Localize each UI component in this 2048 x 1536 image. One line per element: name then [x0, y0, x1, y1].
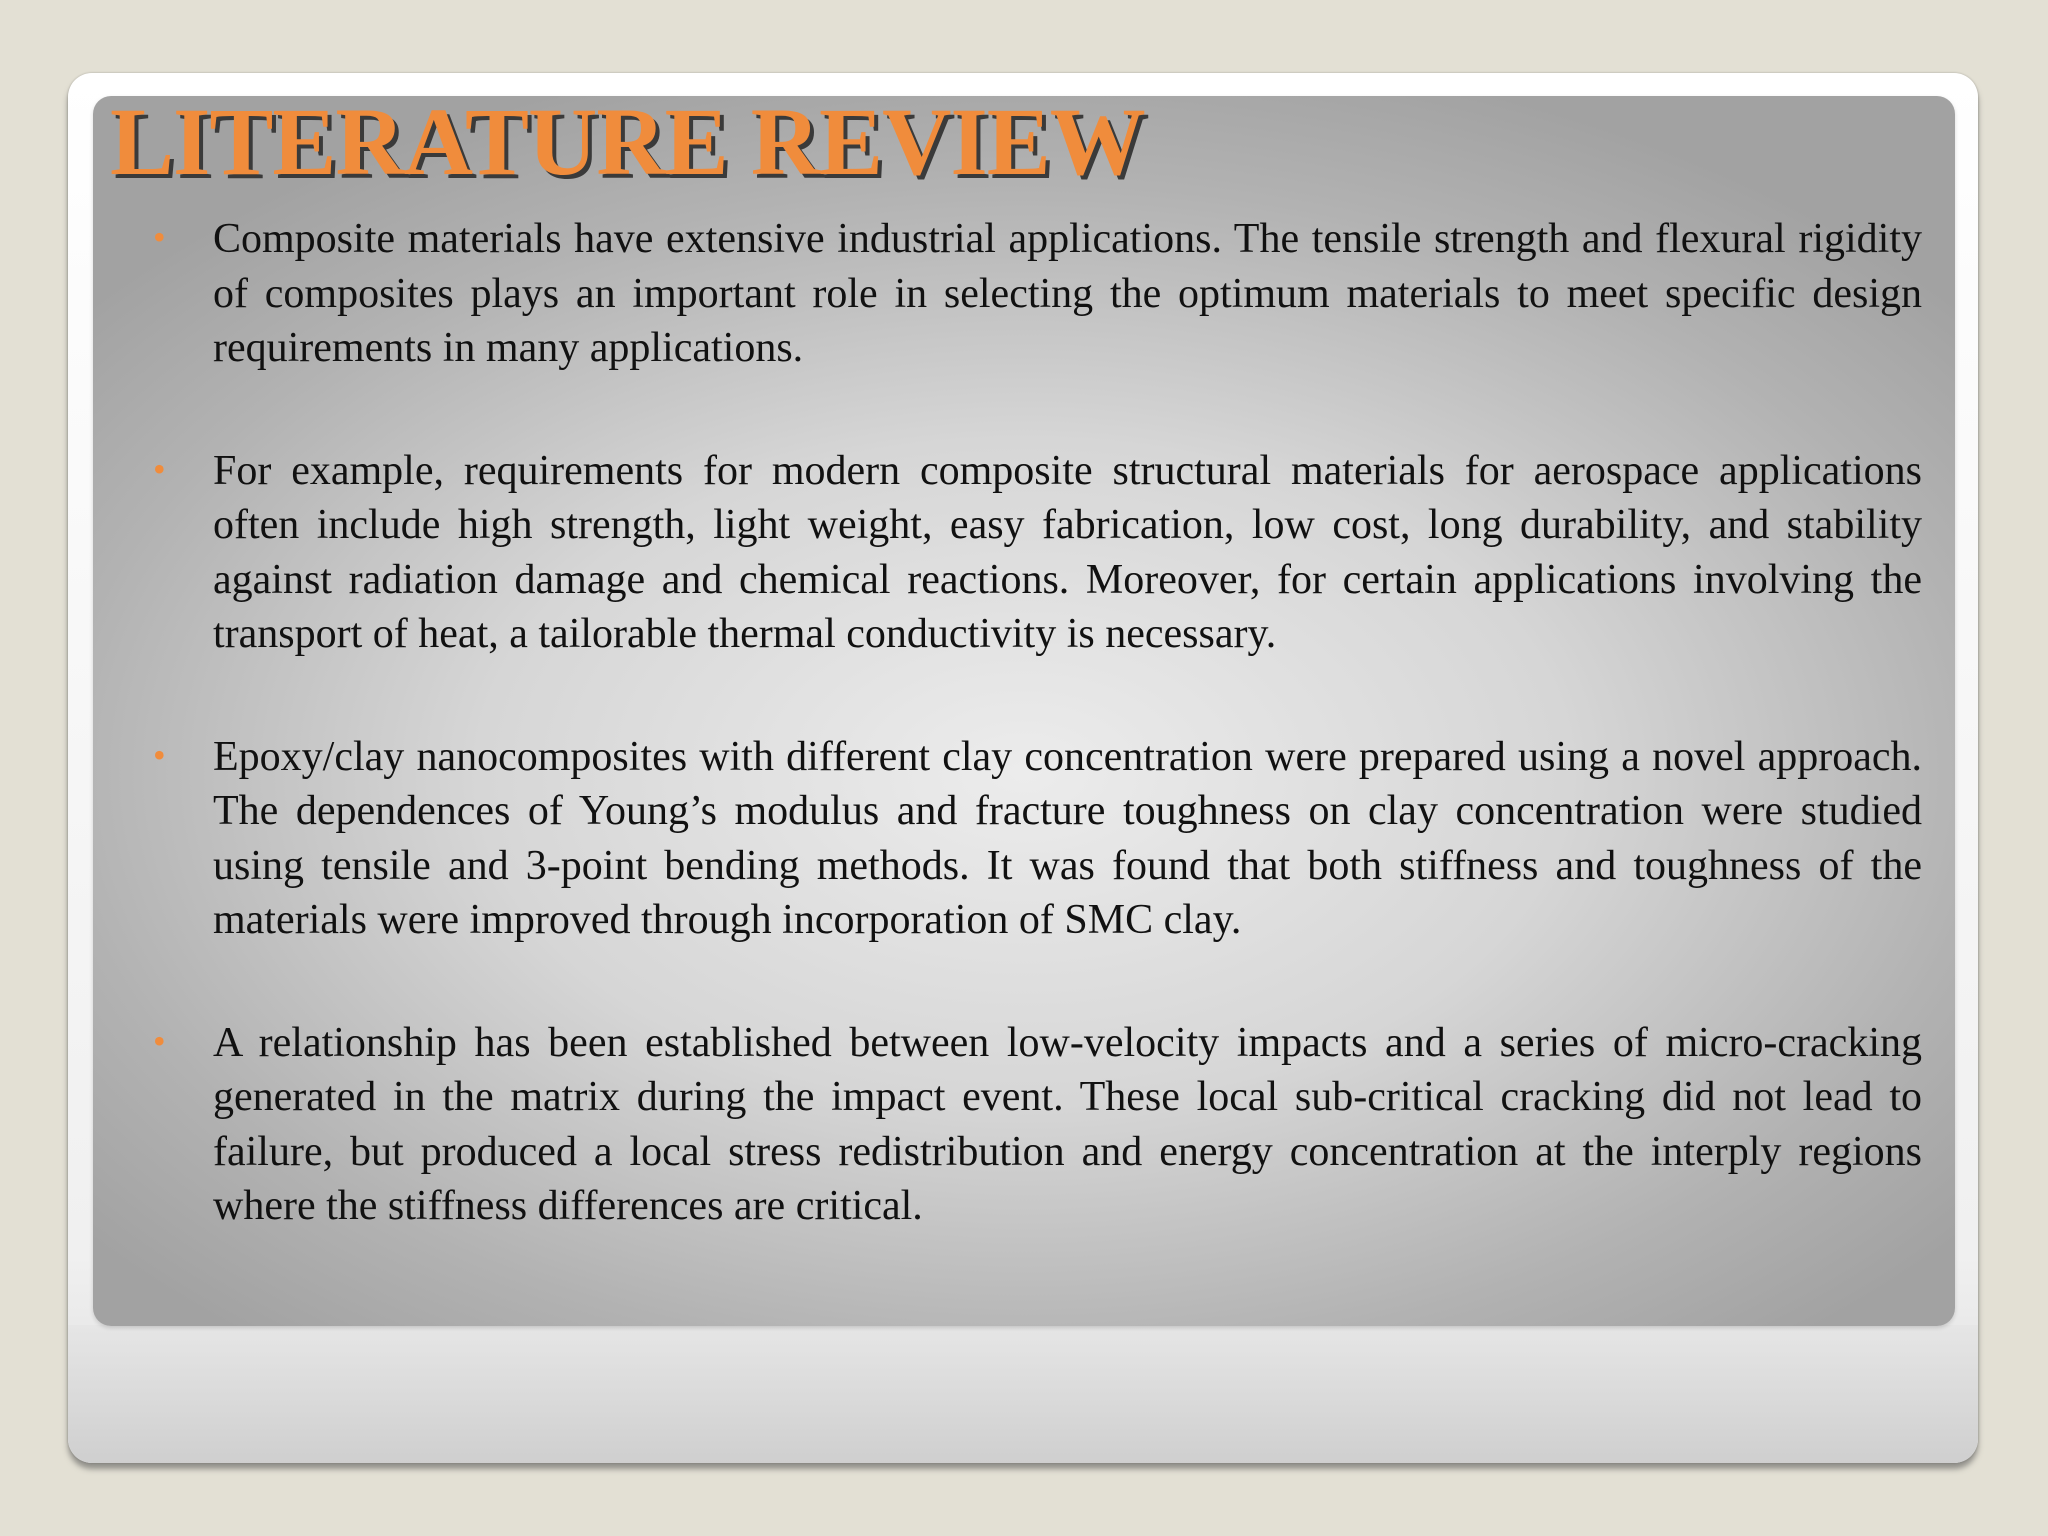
bullet-item [150, 444, 1922, 662]
bullet-text: Epoxy/clay nanocomposites with different clay concentration were prepared using a novel approach. The dependences of Young’s modulus and fracture toughness on clay concentration were studied using tensile and 3-point bending methods. It was found that both stiffness and toughness of the materials were improved through incorporation of SMC clay. [213, 733, 1922, 943]
bullet-icon: • [153, 217, 166, 257]
bullet-item [150, 212, 1922, 376]
bullet-text: For example, requirements for modern composite structural materials for aerospace applications often include high strength, light weight, easy fabrication, low cost, long durability, and stability against radiation damage and chemical reactions. Moreover, for certain applications involving the transport of heat, a tailorable thermal conductivity is necessary. [213, 447, 1922, 657]
slide-title: LITERATURE REVIEW [110, 88, 1145, 195]
bullet-list [150, 212, 1922, 1234]
bullet-icon: • [153, 448, 166, 489]
bullet-icon: • [153, 1020, 166, 1061]
slide-footer-band [68, 1325, 1978, 1463]
bullet-item [150, 1016, 1922, 1234]
bullet-text: A relationship has been established between low-velocity impacts and a series of micro-cracking generated in the matrix during the impact event. These local sub-critical cracking did not lead to failure, but produced a local stress redistribution and energy concentration at the interply regions where the stiffness differences are critical. [213, 1019, 1922, 1229]
bullet-text: Composite materials have extensive industrial applications. The tensile strength and flexural rigidity of composites plays an important role in selecting the optimum materials to meet specific design requirements in many applications. [213, 216, 1922, 371]
bullet-item [150, 730, 1922, 948]
bullet-icon: • [153, 734, 166, 775]
